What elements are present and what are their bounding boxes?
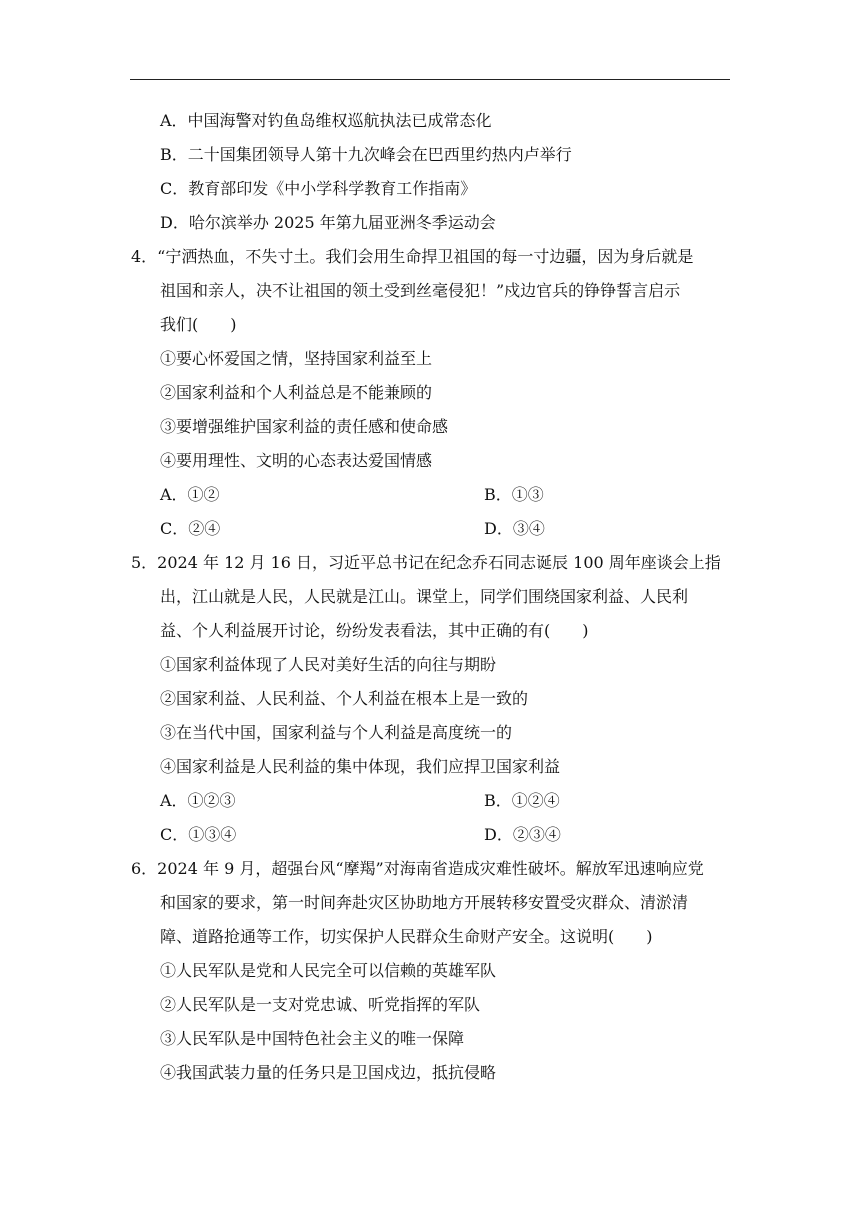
q5-statement-3: ③在当代中国，国家利益与个人利益是高度统一的	[160, 723, 513, 742]
q5-stem-line-3: 益、个人利益展开讨论，纷纷发表看法，其中正确的有( )	[160, 621, 589, 640]
q4-choice-d[interactable]: D．③④	[484, 519, 545, 538]
q4-statement-4: ④要用理性、文明的心态表达爱国情感	[160, 451, 433, 470]
q3-option-d[interactable]: D．哈尔滨举办 2025 年第九届亚洲冬季运动会	[160, 213, 496, 232]
q5-choice-c[interactable]: C．①③④	[160, 825, 237, 844]
q5-statement-1: ①国家利益体现了人民对美好生活的向往与期盼	[160, 655, 497, 674]
q4-choice-c[interactable]: C．②④	[160, 519, 221, 538]
q5-statement-2: ②国家利益、人民利益、个人利益在根本上是一致的	[160, 689, 529, 708]
q4-statement-1: ①要心怀爱国之情，坚持国家利益至上	[160, 349, 433, 368]
q6-statement-2: ②人民军队是一支对党忠诚、听党指挥的军队	[160, 995, 481, 1014]
q6-statement-4: ④我国武装力量的任务只是卫国戍边，抵抗侵略	[160, 1063, 497, 1082]
q3-option-b[interactable]: B．二十国集团领导人第十九次峰会在巴西里约热内卢举行	[160, 145, 572, 164]
q4-statement-3: ③要增强维护国家利益的责任感和使命感	[160, 417, 449, 436]
q4-choice-a[interactable]: A．①②	[160, 485, 220, 504]
q4-stem-line-3: 我们( )	[160, 315, 237, 334]
header-rule	[130, 79, 730, 80]
q3-option-a[interactable]: A．中国海警对钓鱼岛维权巡航执法已成常态化	[160, 111, 492, 130]
q4-stem-line-1: 4．“宁洒热血，不失寸土。我们会用生命捍卫祖国的每一寸边疆，因为身后就是	[131, 247, 694, 266]
q6-statement-3: ③人民军队是中国特色社会主义的唯一保障	[160, 1029, 465, 1048]
q5-choice-a[interactable]: A．①②③	[160, 791, 236, 810]
q5-choice-b[interactable]: B．①②④	[484, 791, 560, 810]
q6-stem-line-2: 和国家的要求，第一时间奔赴灾区协助地方开展转移安置受灾群众、清淤清	[160, 893, 689, 912]
q4-statement-2: ②国家利益和个人利益总是不能兼顾的	[160, 383, 433, 402]
q6-stem-line-1: 6．2024 年 9 月，超强台风“摩羯”对海南省造成灾难性破坏。解放军迅速响应党	[131, 859, 704, 878]
q4-choice-b[interactable]: B．①③	[484, 485, 544, 504]
q6-stem-line-3: 障、道路抢通等工作，切实保护人民群众生命财产安全。这说明( )	[160, 927, 653, 946]
q3-option-c[interactable]: C．教育部印发《中小学科学教育工作指南》	[160, 179, 477, 198]
q5-statement-4: ④国家利益是人民利益的集中体现，我们应捍卫国家利益	[160, 757, 561, 776]
q4-stem-line-2: 祖国和亲人，决不让祖国的领土受到丝毫侵犯！”戍边官兵的铮铮誓言启示	[160, 281, 681, 300]
q6-statement-1: ①人民军队是党和人民完全可以信赖的英雄军队	[160, 961, 497, 980]
q5-stem-line-1: 5．2024 年 12 月 16 日，习近平总书记在纪念乔石同志诞辰 100 周年座谈会上指	[131, 553, 721, 572]
q5-choice-d[interactable]: D．②③④	[484, 825, 561, 844]
q5-stem-line-2: 出，江山就是人民，人民就是江山。课堂上，同学们围绕国家利益、人民利	[160, 587, 689, 606]
